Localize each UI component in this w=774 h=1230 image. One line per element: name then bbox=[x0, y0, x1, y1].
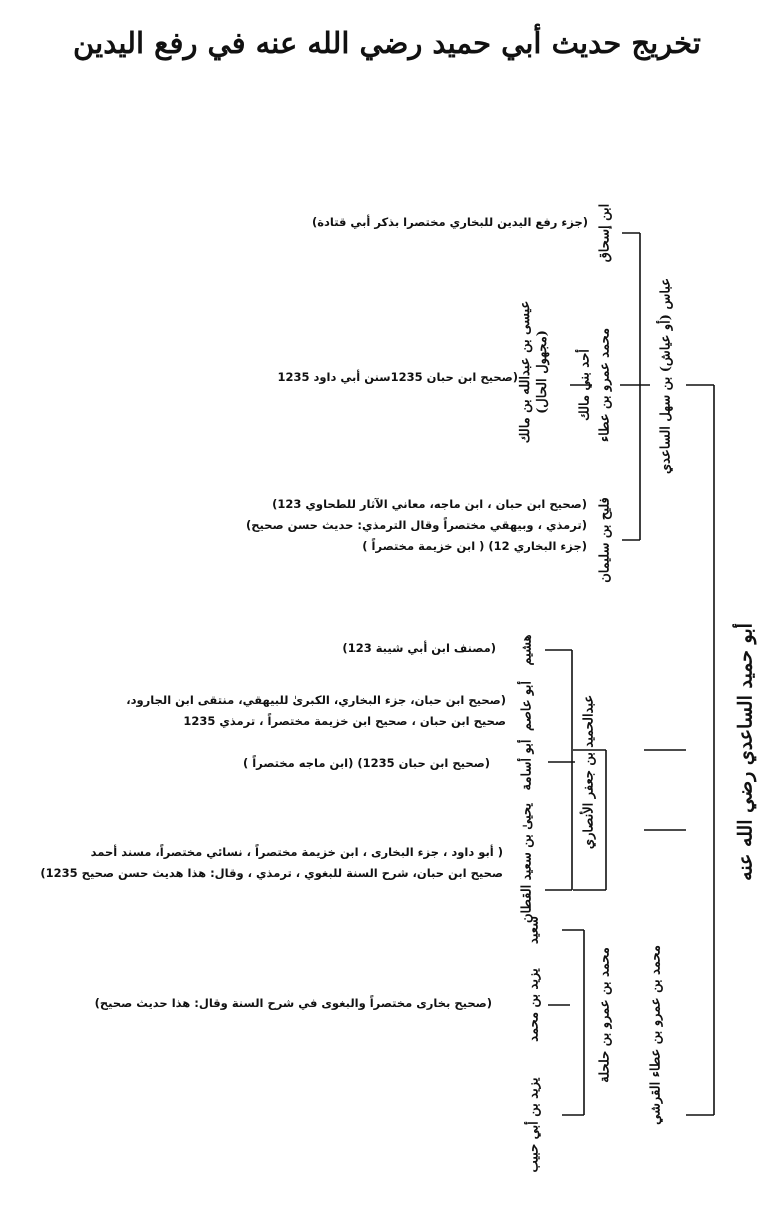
sources-halhala-chain: (صحيح بخارى مختصراً والبغوى في شرح السنة وقال: هذا حديث صحيح) bbox=[94, 996, 492, 1010]
sources-fulayh: (صحيح ابن حبان ، ابن ماجه، معاني الآثار للطحاوي 123) (ترمذي ، وبيهقي مختصراً وقال الترمذي: حديث حسن صحيح) (جزء البخاري 12) ( ابن خزيمة مختصراً ) bbox=[245, 497, 587, 553]
narrator-muhammad-halhala: محمد بن عمرو بن حلحلة bbox=[597, 947, 613, 1083]
narrator-ahad-bani-malik: أحد بني مالك bbox=[577, 349, 593, 421]
narrator-muhammad-amr-ata: محمد عمرو بن عطاء bbox=[597, 327, 613, 443]
sources-ibn-ishaq: (جزء رفع اليدين للبخاري مختصرا بذكر أبي قتادة) bbox=[311, 215, 588, 229]
sources-abu-asim: (صحيح ابن حبان، جزء البخاري، الكبرىٰ للبيهقي، منتقى ابن الجارود، صحيح ابن حبان ، صحيح ابن خزيمة مختصراً ، ترمذي 1235 bbox=[126, 693, 506, 728]
narrator-abu-asim: أبو عاصم bbox=[519, 681, 535, 731]
sources-abu-usama: (صحيح ابن حبان 1235) (ابن ماجه مختصراً ) bbox=[242, 756, 490, 770]
narrator-yazid-abi-habib: يزيد بن أبي حبيب bbox=[526, 1077, 542, 1173]
narrator-yazid-muhammad: يزيد بن محمد bbox=[526, 968, 542, 1042]
branch-label-abbas: عباس (أو عياش) بن سهل الساعدي bbox=[658, 278, 674, 474]
branch-label-abdulhamid: عبدالحميد بن جعفر الأنصاري bbox=[581, 694, 597, 850]
narrator-ibn-ishaq: ابن إسحاق bbox=[597, 203, 613, 263]
narrator-saeed: سعيد bbox=[526, 916, 542, 944]
narrator-abu-usama: أبو أسامة bbox=[519, 739, 535, 791]
narrator-yahya-qattan: يحيىٰ بن سعيد القطان bbox=[519, 802, 535, 924]
sources-isa-ibn-abdullah: (صحيح ابن حبان 1235سنن أبي داود 1235 bbox=[277, 370, 518, 384]
root-narrator-label: أبو حميد الساعدي رضي الله عنه bbox=[734, 623, 757, 881]
page-title: تخريج حديث أبي حميد رضي الله عنه في رفع اليدين bbox=[73, 26, 701, 60]
sources-hushaym: (مصنف ابن أبي شيبة 123) bbox=[342, 641, 496, 655]
branch-label-muhammad-qurashi: محمد بن عمرو بن عطاء القرشي bbox=[648, 945, 664, 1125]
narrator-isa-ibn-abdullah: عيسى بن عبدالله بن مالك (مجهول الحال) bbox=[518, 300, 550, 444]
sources-yahya-qattan: ( أبو داود ، جزء البخارى ، ابن خزيمة مختصراً ، نسائي مختصراً، مسند أحمد صحيح ابن حبان، شرح السنة للبغوي ، ترمذي ، وقال: هذا هديث حسن صحيح 1235) bbox=[40, 845, 503, 880]
narrator-hushaym: هشيم bbox=[519, 634, 535, 666]
narrator-fulayh-sulayman: فليح بن سليمان bbox=[597, 497, 613, 583]
